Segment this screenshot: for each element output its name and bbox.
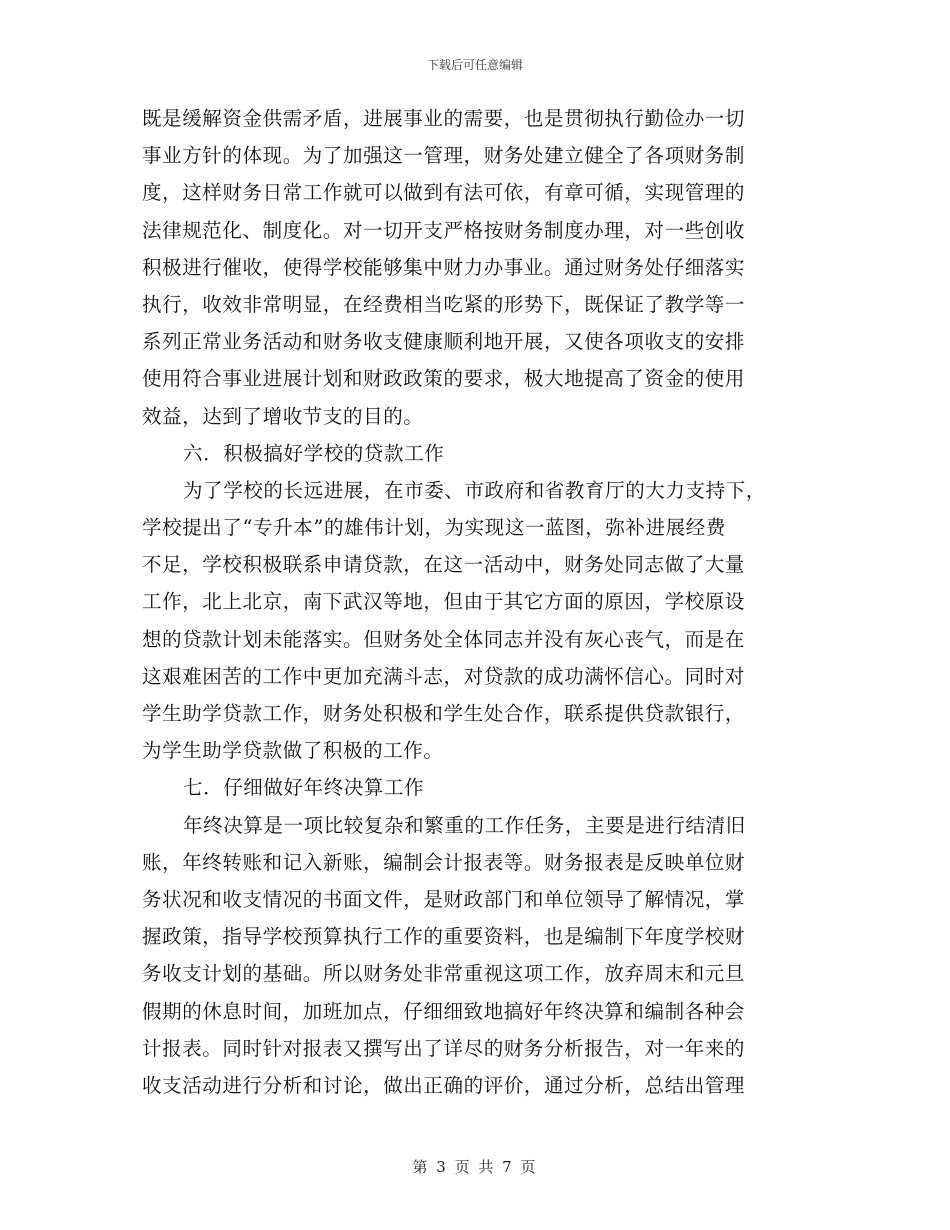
text-line: 积极进行催收，使得学校能够集中财力办事业。通过财务处仔细落实 xyxy=(142,255,746,279)
text-line: 收支活动进行分析和讨论，做出正确的评价，通过分析，总结出管理 xyxy=(142,1073,746,1097)
text-line: 工作，北上北京，南下武汉等地，但由于其它方面的原因，学校原设 xyxy=(142,590,746,614)
text-line: 学校提出了“专升本”的雄伟计划，为实现这一蓝图，弥补进展经费 xyxy=(142,516,726,540)
text-line: 使用符合事业进展计划和财政政策的要求，极大地提高了资金的使用 xyxy=(142,367,746,391)
text-line: 账，年终转账和记入新账，编制会计报表等。财务报表是反映单位财 xyxy=(142,850,746,874)
document-body xyxy=(142,100,812,1104)
section-heading-7: 七．仔细做好年终决算工作 xyxy=(183,776,425,800)
text-line: 计报表。同时针对报表又撰写出了详尽的财务分析报告，对一年来的 xyxy=(142,1036,746,1060)
text-line: 学生助学贷款工作，财务处积极和学生处合作，联系提供贷款银行， xyxy=(142,702,746,725)
text-line: 务收支计划的基础。所以财务处非常重视这项工作，放弃周末和元旦 xyxy=(142,962,746,986)
text-line: 假期的休息时间，加班加点，仔细细致地搞好年终决算和编制各种会 xyxy=(142,999,746,1023)
text-line: 效益，达到了增收节支的目的。 xyxy=(142,404,424,428)
text-line: 为了学校的长远进展，在市委、市政府和省教育厅的大力支持下， xyxy=(183,478,766,502)
text-line: 务状况和收支情况的书面文件，是财政部门和单位领导了解情况，掌 xyxy=(142,887,746,911)
text-line: 握政策，指导学校预算执行工作的重要资料，也是编制下年度学校财 xyxy=(142,925,746,949)
section-heading-6: 六．积极搞好学校的贷款工作 xyxy=(183,441,445,465)
text-line: 不足，学校积极联系申请贷款，在这一活动中，财务处同志做了大量 xyxy=(142,553,746,577)
text-line: 执行，收效非常明显，在经费相当吃紧的形势下，既保证了教学等一 xyxy=(142,292,746,316)
text-line: 年终决算是一项比较复杂和繁重的工作任务，主要是进行结清旧 xyxy=(183,813,746,837)
text-line: 法律规范化、制度化。对一切开支严格按财务制度办理，对一些创收 xyxy=(142,218,746,242)
text-line: 想的贷款计划未能落实。但财务处全体同志并没有灰心丧气，而是在 xyxy=(142,627,746,651)
text-line: 度，这样财务日常工作就可以做到有法可依，有章可循，实现管理的 xyxy=(142,181,746,205)
text-line: 既是缓解资金供需矛盾，进展事业的需要，也是贯彻执行勤俭办一切 xyxy=(142,107,746,130)
page-number: 第 3 页 共 7 页 xyxy=(412,1158,538,1176)
text-line: 这艰难困苦的工作中更加充满斗志，对贷款的成功满怀信心。同时对 xyxy=(142,664,746,688)
text-line: 系列正常业务活动和财务收支健康顺利地开展，又使各项收支的安排 xyxy=(142,330,746,354)
page-header: 下载后可任意编辑 xyxy=(426,58,523,72)
text-line: 事业方针的体现。为了加强这一管理，财务处建立健全了各项财务制 xyxy=(142,144,746,168)
text-line: 为学生助学贷款做了积极的工作。 xyxy=(142,739,444,763)
